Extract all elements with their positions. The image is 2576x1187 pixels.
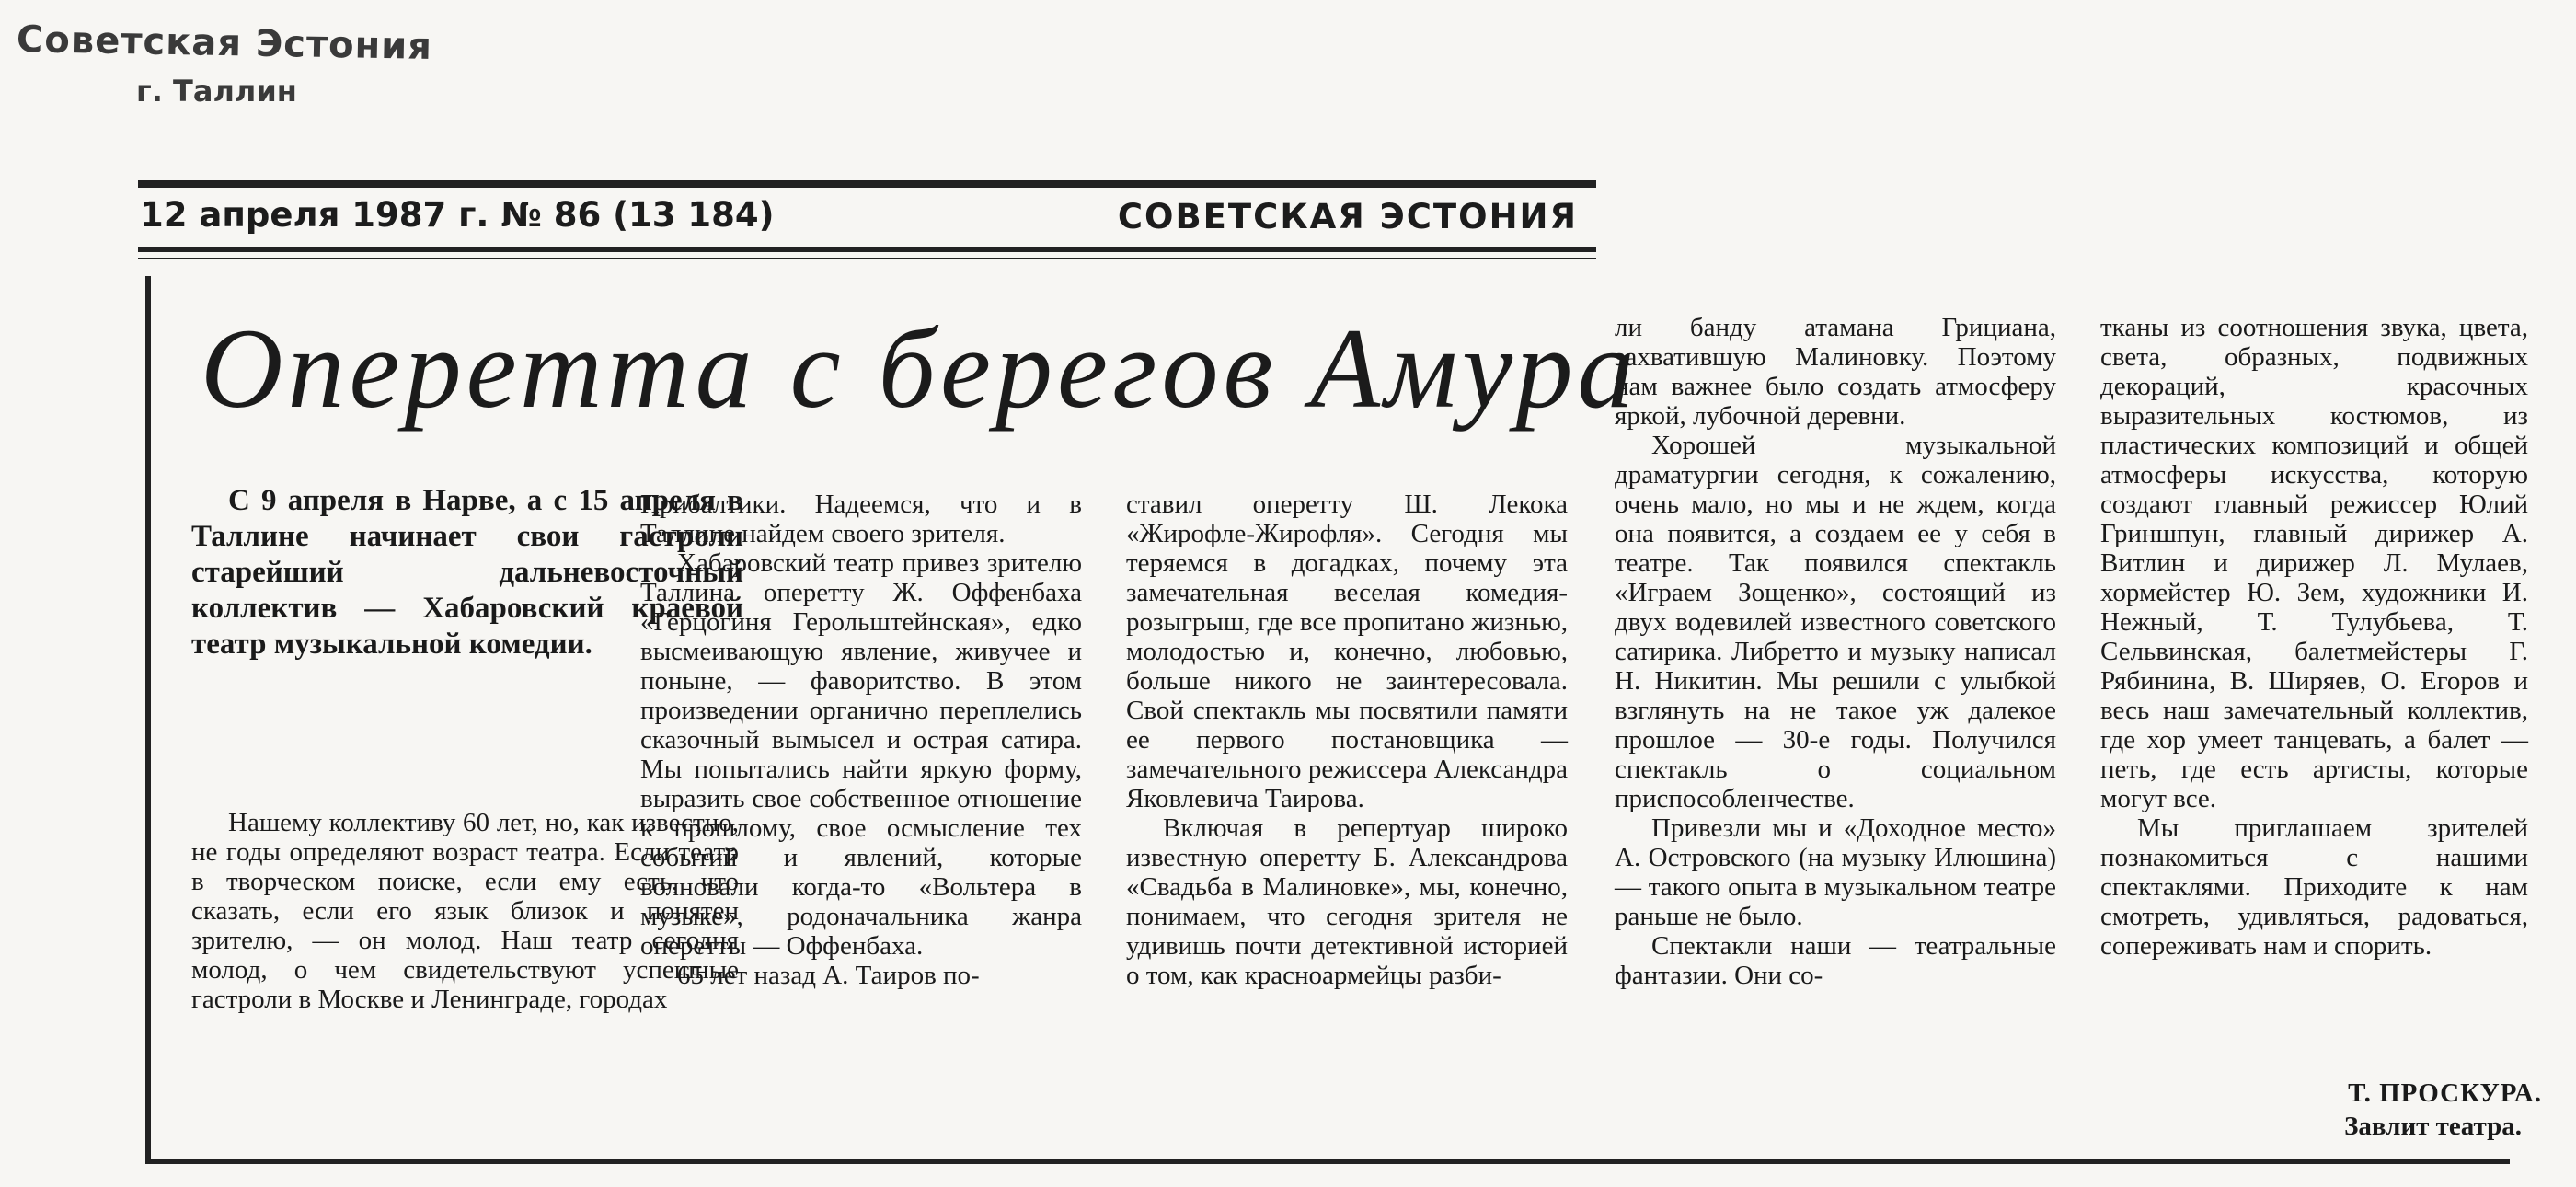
paragraph: Включая в репертуар широко известную оперетту Б. Александрова «Свадьба в Малиновке», мы, конечно, понимаем, что сегодня зрителя не удивишь почти детективной историей о том, как красноармейцы разби- bbox=[1126, 813, 1568, 990]
masthead-bottom-thin-rule bbox=[138, 258, 1596, 259]
author-name: Т. ПРОСКУРА. bbox=[2348, 1078, 2542, 1108]
paragraph: Спектакли наши — театральные фантазии. Они со- bbox=[1615, 931, 2056, 990]
paragraph: Хабаровский театр привез зрителю Таллина оперетту Ж. Оффенбаха «Герцогиня Герольштейнская», едко высмеивающую явление, живучее и поныне, — фаворитство. В этом произведении органично переплелись сказочный вымысел и острая сатира. Мы попытались найти яркую форму, выразить свое собственное отношение к прошлому, свое осмысление тех событий и явлений, которые волновали когда-то «Вольтера в музыке», родоначальника жанра оперетты — Оффенбаха. bbox=[640, 548, 1082, 961]
article-column-2 bbox=[640, 490, 1082, 990]
paragraph: Нашему коллективу 60 лет, но, как известно, не годы определяют возраст театра. Если театр в творческом поиске, если ему есть, что сказать, если его язык близок и понятен зрителю, — он молод. Наш театр сегодня молод, о чем свидетельствуют успешные гастроли в Москве и Ленинграде, городах bbox=[191, 808, 739, 1014]
paragraph: ставил оперетту Ш. Лекока «Жирофле-Жирофля». Сегодня мы теряемся в догадках, почему эта замечательная веселая комедия-розыгрыш, где все пропитано жизнью, молодостью и, конечно, любовью, больше никого не заинтересовала. Свой спектакль мы посвятили памяти ее первого постановщика — замечательного режиссера Александра Яковлевича Таирова. bbox=[1126, 490, 1568, 813]
article-headline: Оперетта с берегов Амура bbox=[201, 305, 1639, 432]
article-left-border bbox=[145, 276, 151, 1159]
masthead-bottom-rule bbox=[138, 247, 1596, 252]
paragraph: Прибалтики. Надеемся, что и в Таллине найдем своего зрителя. bbox=[640, 490, 1082, 548]
clipping-stamp bbox=[17, 11, 449, 112]
paragraph: Хорошей музыкальной драматургии сегодня, к сожалению, очень мало, но мы и не ждем, когда она появится, а создаем ее у себя в театре. Так появился спектакль «Играем Зощенко», состоящий из двух водевилей известного советского сатирика. Либретто и музыку написал Н. Никитин. Мы решили с улыбкой взглянуть на не такое уж далекое прошлое — 30-е годы. Получился спектакль о социальном приспособленчестве. bbox=[1615, 431, 2056, 813]
author-signature bbox=[2344, 1077, 2542, 1143]
paragraph: Привезли мы и «Доходное место» А. Островского (на музыку Илюшина) — такого опыта в музыкальном театре раньше не было. bbox=[1615, 813, 2056, 931]
paragraph: Мы приглашаем зрителей познакомиться с нашими спектаклями. Приходите к нам смотреть, удивляться, радоваться, сопереживать нам и спорить. bbox=[2100, 813, 2528, 961]
article-lead: С 9 апреля в Нарве, а с 15 апреля в Таллине начинает свои гастроли старейший дальневосточный коллектив — Хабаровский краевой театр музыкальной комедии. bbox=[191, 484, 743, 661]
article-column-4 bbox=[1615, 313, 2056, 990]
stamp-newspaper-name: Советская Эстония bbox=[16, 18, 433, 68]
newspaper-title: СОВЕТСКАЯ ЭСТОНИЯ bbox=[1117, 197, 1578, 236]
stamp-city: г. Таллин bbox=[136, 74, 297, 109]
paragraph: 65 лет назад А. Таиров по- bbox=[677, 961, 980, 990]
article-column-5 bbox=[2100, 313, 2528, 961]
paragraph: ли банду атамана Грициана, захватившую Малиновку. Поэтому нам важнее было создать атмосферу яркой, лубочной деревни. bbox=[1615, 313, 2056, 431]
masthead bbox=[138, 175, 1596, 267]
article-bottom-rule bbox=[145, 1159, 2510, 1164]
issue-date: 12 апреля 1987 г. № 86 (13 184) bbox=[140, 195, 775, 235]
masthead-top-rule bbox=[138, 180, 1596, 188]
paragraph: тканы из соотношения звука, цвета, света, образных, подвижных декораций, красочных выразительных костюмов, из пластических композиций и общей атмосферы искусства, которую создают главный режиссер Юлий Гриншпун, главный дирижер А. Витлин и дирижер Л. Мулаев, хормейстер Ю. Зем, художники И. Нежный, Т. Тулубьева, Т. Сельвинская, балетмейстеры Г. Рябинина, В. Ширяев, О. Егоров и весь наш замечательный коллектив, где хор умеет танцевать, а балет — петь, где есть артисты, которые могут все. bbox=[2100, 313, 2528, 813]
article bbox=[145, 276, 2542, 1173]
article-column-3 bbox=[1126, 490, 1568, 990]
author-role: Завлит театра. bbox=[2344, 1112, 2522, 1141]
